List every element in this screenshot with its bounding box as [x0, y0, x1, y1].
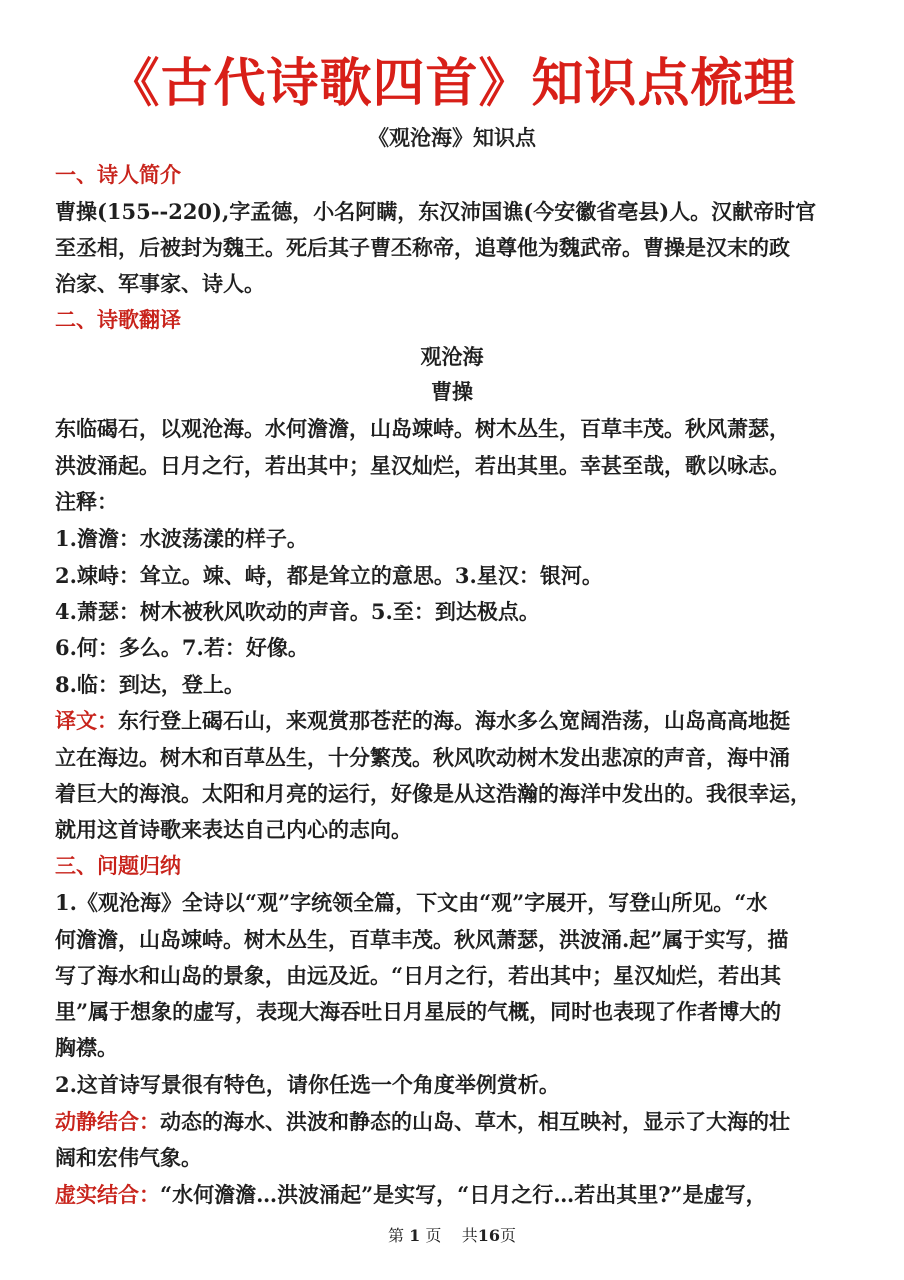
page-title: 《古代诗歌四首》知识点梳理	[107, 54, 797, 114]
poem-author: 曹操	[431, 379, 473, 404]
total-unit: 页	[499, 1226, 516, 1245]
answer-line: 何澹澹，山岛竦峙。树木丛生，百草丰茂。秋风萧瑟，洪波涌.起”属于实写，描	[55, 927, 789, 952]
total-pages: 16	[477, 1226, 500, 1245]
total-label: 共	[461, 1226, 478, 1245]
poem-line: 东临碣石，以观沧海。水何澹澹，山岛竦峙。树木丛生，百草丰茂。秋风萧瑟，	[55, 416, 790, 441]
translation-label: 译文：	[55, 708, 118, 733]
note-item: 1.澹澹：水波荡漾的样子。	[55, 526, 308, 551]
answer-line: 胸襟。	[55, 1035, 118, 1060]
dynamic-static-line-2: 阔和宏伟气象。	[55, 1145, 202, 1170]
real-virtual-line	[55, 1177, 855, 1213]
translation-first-line	[55, 703, 855, 739]
page-unit: 页	[425, 1226, 442, 1245]
translation-line: 着巨大的海浪。太阳和月亮的运行，好像是从这浩瀚的海洋中发出的。我很幸运，	[55, 781, 811, 806]
translation-text: 东行登上碣石山，来观赏那苍茫的海。海水多么宽阔浩荡，山岛高高地挺	[118, 708, 790, 733]
note-item: 8.临：到达，登上。	[55, 672, 245, 697]
text-line: 曹操(155--220),字孟德，小名阿瞒，东汉沛国谯(今安徽省亳县)人。汉献帝时官	[55, 199, 817, 224]
heading-poet-intro: 一、诗人简介	[55, 162, 181, 187]
note-item: 6.何：多么。7.若：好像。	[55, 635, 309, 660]
note-item: 2.竦峙：耸立。竦、峙，都是耸立的意思。3.星汉：银河。	[55, 563, 603, 588]
dynamic-static-line	[55, 1104, 855, 1140]
page-number: 1	[409, 1226, 421, 1245]
heading-translation: 二、诗歌翻译	[55, 307, 181, 332]
real-virtual-text: “水何澹澹…洪波涌起”是实写，“日月之行…若出其里?”是虚写，	[160, 1182, 767, 1207]
section-subtitle: 《观沧海》知识点	[368, 125, 536, 150]
dynamic-static-label: 动静结合：	[55, 1109, 160, 1134]
dynamic-static-text: 动态的海水、洪波和静态的山岛、草木，相互映衬，显示了大海的壮	[160, 1109, 790, 1134]
poem-title: 观沧海	[420, 344, 484, 369]
translation-line: 就用这首诗歌来表达自己内心的志向。	[55, 817, 412, 842]
answer-line: 里”属于想象的虚写，表现大海吞吐日月星辰的气概，同时也表现了作者博大的	[55, 999, 782, 1024]
answer-line: 1.《观沧海》全诗以“观”字统领全篇，下文由“观”字展开，写登山所见。“水	[55, 890, 768, 915]
translation-line: 立在海边。树木和百草丛生，十分繁茂。秋风吹动树木发出悲凉的声音，海中涌	[55, 745, 790, 770]
question-line: 2.这首诗写景很有特色，请你任选一个角度举例赏析。	[55, 1072, 560, 1097]
notes-label: 注释：	[55, 489, 118, 514]
page-footer	[0, 1224, 904, 1248]
text-line: 治家、军事家、诗人。	[55, 271, 265, 296]
note-item: 4.萧瑟：树木被秋风吹动的声音。5.至：到达极点。	[55, 599, 540, 624]
real-virtual-label: 虚实结合：	[55, 1182, 160, 1207]
text-line: 至丞相，后被封为魏王。死后其子曹丕称帝，追尊他为魏武帝。曹操是汉末的政	[55, 235, 790, 260]
heading-questions: 三、问题归纳	[55, 853, 181, 878]
answer-line: 写了海水和山岛的景象，由远及近。“日月之行，若出其中；星汉灿烂，若出其	[55, 963, 782, 988]
page-label: 第	[388, 1226, 405, 1245]
poem-line: 洪波涌起。日月之行，若出其中；星汉灿烂，若出其里。幸甚至哉，歌以咏志。	[55, 453, 790, 478]
